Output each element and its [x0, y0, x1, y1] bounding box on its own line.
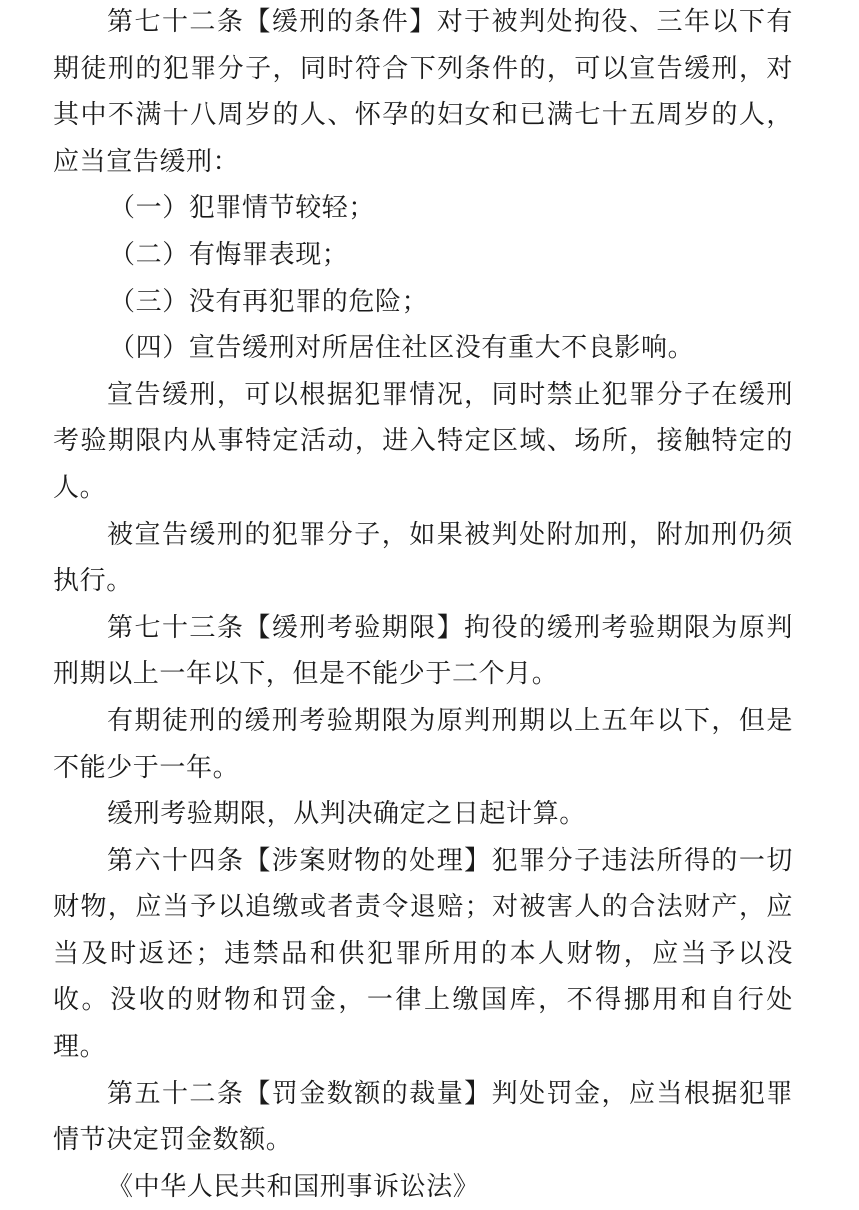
law-title-heading: 《中华人民共和国刑事诉讼法》	[107, 1171, 480, 1202]
document-page	[53, 0, 793, 1210]
article-72-item-2: （二）有悔罪表现；	[109, 239, 349, 270]
article-72-item-1: （一）犯罪情节较轻；	[109, 193, 376, 224]
supplementary-punishment-paragraph: 被宣告缓刑的犯罪分子，如果被判处附加刑，附加刑仍须执行。	[53, 519, 793, 597]
article-72-item-3: （三）没有再犯罪的危险；	[109, 286, 429, 317]
article-73-paragraph: 第七十三条【缓刑考验期限】拘役的缓刑考验期限为原判刑期以上一年以下，但是不能少于二个月。	[53, 612, 793, 690]
article-72-paragraph: 第七十二条【缓刑的条件】对于被判处拘役、三年以下有期徒刑的犯罪分子，同时符合下列条件的，可以宣告缓刑，对其中不满十八周岁的人、怀孕的妇女和已满七十五周岁的人，应当宣告缓刑：	[53, 7, 793, 177]
article-52-paragraph: 第五十二条【罚金数额的裁量】判处罚金，应当根据犯罪情节决定罚金数额。	[53, 1078, 793, 1156]
article-64-paragraph: 第六十四条【涉案财物的处理】犯罪分子违法所得的一切财物，应当予以追缴或者责令退赔；对被害人的合法财产，应当及时返还；违禁品和供犯罪所用的本人财物，应当予以没收。没收的财物和罚金，一律上缴国库，不得挪用和自行处理。	[53, 845, 793, 1063]
probation-start-paragraph: 缓刑考验期限，从判决确定之日起计算。	[107, 799, 586, 830]
article-72-item-4: （四）宣告缓刑对所居住社区没有重大不良影响。	[109, 333, 695, 364]
probation-restriction-paragraph: 宣告缓刑，可以根据犯罪情况，同时禁止犯罪分子在缓刑考验期限内从事特定活动，进入特定区域、场所，接触特定的人。	[53, 379, 793, 503]
fixed-term-probation-paragraph: 有期徒刑的缓刑考验期限为原判刑期以上五年以下，但是不能少于一年。	[53, 705, 793, 783]
